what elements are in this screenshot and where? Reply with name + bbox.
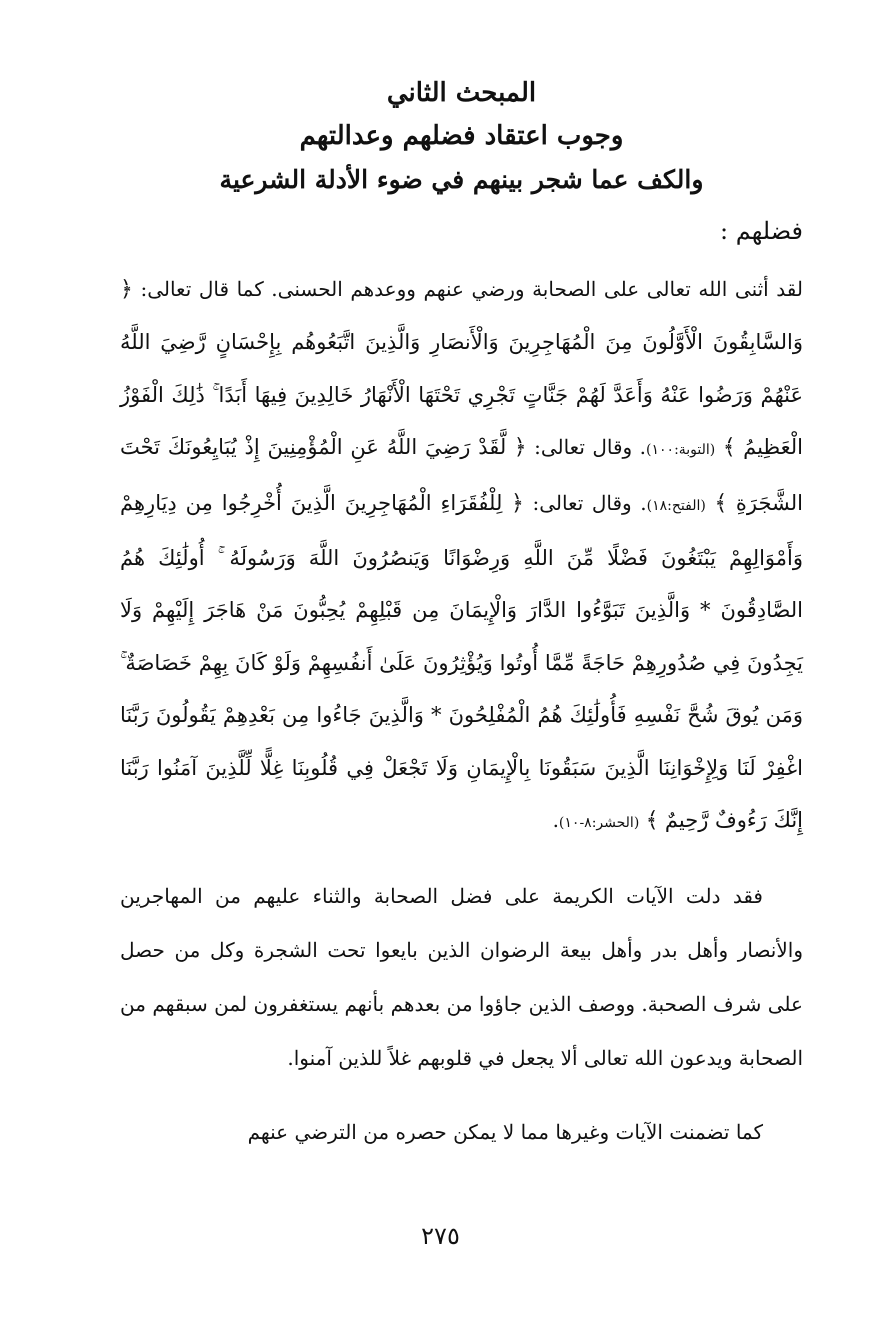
open-bracket: ﴿ [510, 490, 524, 516]
verse-reference: (الحشر:٨-١٠) [558, 815, 640, 832]
page-number: ٢٧٥ [421, 1222, 460, 1250]
link-text: . وقال تعالى: [534, 435, 647, 460]
verse-reference: (التوبة:١٠٠) [646, 442, 716, 459]
intro-text: لقد أثنى الله تعالى على الصحابة ورضي عنهم ووعدهم الحسنى. كما قال تعالى: [140, 277, 803, 301]
verse-hashr: لِلْفُقَرَاءِ الْمُهَاجِرِينَ الَّذِينَ أُخْرِجُوا مِن دِيَارِهِمْ وَأَمْوَالِهِمْ يَبْتَغُونَ فَضْلًا مِّنَ اللَّهِ وَرِضْوَانًا وَيَنصُرُونَ اللَّهَ وَرَسُولَهُ ۚ أُولَٰئِكَ هُمُ الصَّادِقُونَ * وَالَّذِينَ تَبَوَّءُوا الدَّارَ وَالْإِيمَانَ مِن قَبْلِهِمْ يُحِبُّونَ مَنْ هَاجَرَ إِلَيْهِمْ وَلَا يَجِدُونَ فِي صُدُورِهِمْ حَاجَةً مِّمَّا أُوتُوا وَيُؤْثِرُونَ عَلَىٰ أَنفُسِهِمْ وَلَوْ كَانَ بِهِمْ خَصَاصَةٌ ۚ وَمَن يُوقَ شُحَّ نَفْسِهِ فَأُولَٰئِكَ هُمُ الْمُفْلِحُونَ * وَالَّذِينَ جَاءُوا مِن بَعْدِهِمْ يَقُولُونَ رَبَّنَا اغْفِرْ لَنَا وَلِإِخْوَانِنَا الَّذِينَ سَبَقُونَا بِالْإِيمَانِ وَلَا تَجْعَلْ فِي قُلُوبِنَا غِلًّا لِّلَّذِينَ آمَنُوا رَبَّنَا إِنَّكَ رَءُوفٌ رَّحِيمٌ [120, 490, 803, 833]
verse-tawbah: وَالسَّابِقُونَ الْأَوَّلُونَ مِنَ الْمُهَاجِرِينَ وَالْأَنصَارِ وَالَّذِينَ اتَّبَعُوهُم بِإِحْسَانٍ رَّضِيَ اللَّهُ عَنْهُمْ وَرَضُوا عَنْهُ وَأَعَدَّ لَهُمْ جَنَّاتٍ تَجْرِي تَحْتَهَا الْأَنْهَارُ خَالِدِينَ فِيهَا أَبَدًا ۚ ذَٰلِكَ الْفَوْزُ الْعَظِيمُ [120, 330, 803, 460]
virtues-label: فضلهم : [720, 217, 803, 245]
verse-fath: لَّقَدْ رَضِيَ اللَّهُ عَنِ الْمُؤْمِنِينَ إِذْ يُبَايِعُونَكَ تَحْتَ الشَّجَرَةِ [120, 435, 803, 515]
verse-reference: (الفتح:١٨) [646, 497, 706, 514]
open-bracket: ﴿ [120, 277, 133, 302]
open-bracket: ﴿ [513, 435, 527, 461]
link-text: . وقال تعالى: [532, 490, 647, 515]
paragraph-continuation: كما تضمنت الآيات وغيرها مما لا يمكن حصره من الترضي عنهم [247, 1120, 763, 1145]
close-bracket: ﴾ [645, 808, 659, 834]
close-bracket: ﴾ [722, 435, 736, 461]
paragraph-commentary: فقد دلت الآيات الكريمة على فضل الصحابة والثناء عليهم من المهاجرين والأنصار وأهل بدر وأهل بيعة الرضوان الذين بايعوا تحت الشجرة وكل من حصل على شرف الصحبة. ووصف الذين جاؤوا من بعدهم بأنهم يستغفرون لمن سبقهم من الصحابة ويدعون الله تعالى ألا يجعل في قلوبهم غلاً للذين آمنوا. [120, 884, 803, 1071]
section-subtitle-line1: وجوب اعتقاد فضلهم وعدالتهم [299, 121, 624, 151]
section-title: المبحث الثاني [386, 78, 537, 108]
close-bracket: ﴾ [714, 490, 728, 516]
paragraph-verses [120, 263, 803, 849]
section-subtitle-line2: والكف عما شجر بينهم في ضوء الأدلة الشرعية [219, 165, 704, 194]
end-punctuation: . [552, 808, 559, 833]
